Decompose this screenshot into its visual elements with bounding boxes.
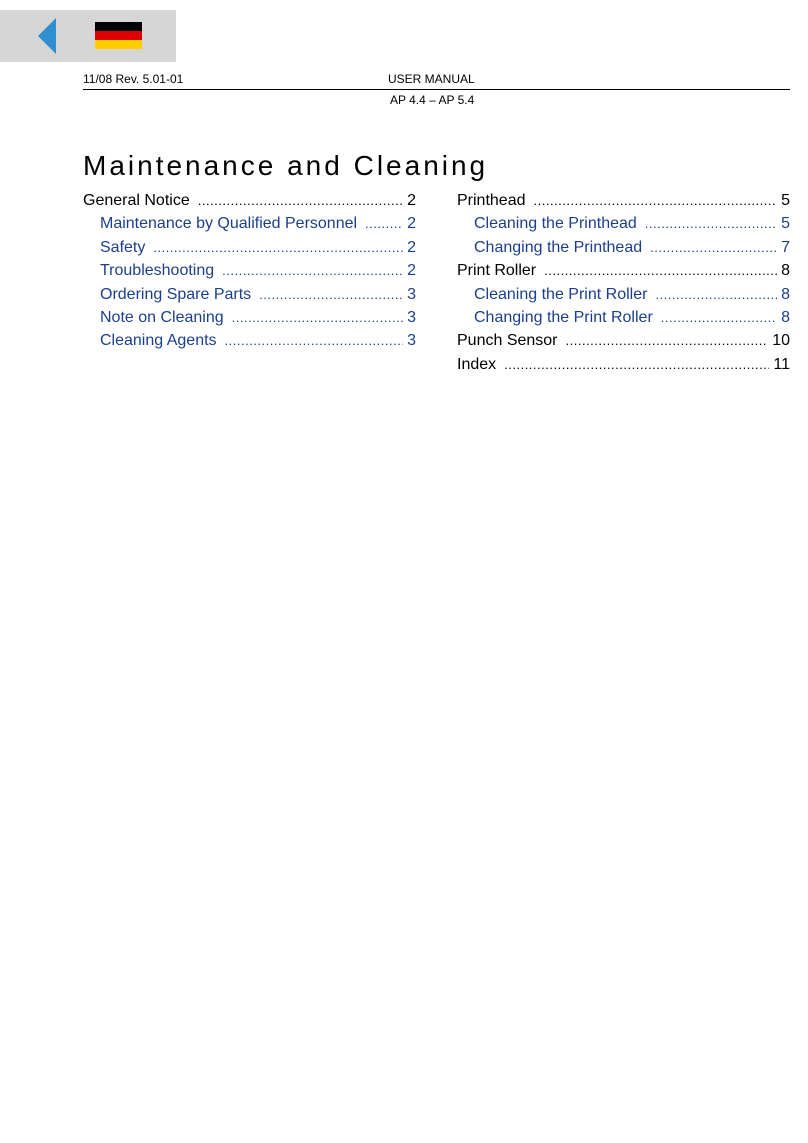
toc-entry-page: 10 <box>772 332 790 350</box>
toc-dot-leader <box>504 355 769 375</box>
toc-entry-label: Index <box>457 355 497 373</box>
toc-entry-page: 7 <box>781 238 790 256</box>
toc-dot-leader <box>645 214 777 234</box>
toc-entry-label: Print Roller <box>457 262 537 280</box>
toc-entry-index[interactable] <box>457 355 790 378</box>
toc-entry-changing-the-printhead[interactable] <box>457 238 790 261</box>
toc-entry-page: 2 <box>407 215 416 233</box>
toc-entry-label: Cleaning the Printhead <box>474 215 637 233</box>
toc-dot-leader <box>153 238 403 258</box>
toc-entry-label: Maintenance by Qualified Personnel <box>100 215 358 233</box>
page-title: Maintenance and Cleaning <box>83 150 489 181</box>
header-models: AP 4.4 – AP 5.4 <box>390 93 475 107</box>
toc-entry-label: Ordering Spare Parts <box>100 285 252 303</box>
toc-dot-leader <box>544 261 777 281</box>
back-arrow-icon[interactable] <box>38 18 56 54</box>
toc-entry-cleaning-the-printhead[interactable] <box>457 214 790 237</box>
toc-dot-leader <box>650 238 777 258</box>
toc-entry-troubleshooting[interactable] <box>83 261 416 284</box>
toc-entry-label: Troubleshooting <box>100 262 215 280</box>
toc-entry-page: 8 <box>781 285 790 303</box>
toc-entry-cleaning-agents[interactable] <box>83 331 416 354</box>
toc-entry-page: 3 <box>407 332 416 350</box>
toc-right-column <box>457 191 790 378</box>
toc-entry-page: 11 <box>773 355 790 373</box>
toc-entry-page: 8 <box>781 308 790 326</box>
toc-dot-leader <box>222 261 403 281</box>
toc-entry-punch-sensor[interactable] <box>457 331 790 354</box>
top-nav-bar <box>0 10 176 62</box>
toc-entry-label: Cleaning Agents <box>100 332 217 350</box>
toc-entry-label: Changing the Printhead <box>474 238 643 256</box>
toc-dot-leader <box>259 285 403 305</box>
toc-entry-maintenance-by-qualified-personnel[interactable] <box>83 214 416 237</box>
header-manual-label: USER MANUAL <box>388 72 475 86</box>
toc-entry-page: 2 <box>407 192 416 209</box>
header-divider <box>83 89 790 90</box>
toc-entry-changing-the-print-roller[interactable] <box>457 308 790 331</box>
toc-dot-leader <box>232 308 403 328</box>
toc-entry-label: Printhead <box>457 192 526 209</box>
toc-entry-page: 2 <box>407 262 416 280</box>
toc-entry-print-roller[interactable] <box>457 261 790 284</box>
toc-entry-page: 3 <box>407 285 416 303</box>
toc-entry-page: 3 <box>407 308 416 326</box>
toc-entry-page: 8 <box>781 262 790 280</box>
toc-entry-label: General Notice <box>83 192 190 209</box>
flag-stripe-red <box>95 31 142 40</box>
toc-dot-leader <box>661 308 777 328</box>
toc-entry-page: 2 <box>407 238 416 256</box>
toc-dot-leader <box>365 214 403 234</box>
toc-entry-general-notice[interactable] <box>83 191 416 214</box>
toc-dot-leader <box>225 331 404 351</box>
toc-entry-ordering-spare-parts[interactable] <box>83 285 416 308</box>
toc-entry-label: Changing the Print Roller <box>474 308 653 326</box>
flag-stripe-gold <box>95 40 142 49</box>
toc-entry-note-on-cleaning[interactable] <box>83 308 416 331</box>
flag-stripe-black <box>95 22 142 31</box>
toc-entry-label: Punch Sensor <box>457 332 558 350</box>
toc-left-column <box>83 191 416 355</box>
toc-entry-label: Note on Cleaning <box>100 308 224 326</box>
toc-entry-page: 5 <box>781 192 790 209</box>
toc-entry-cleaning-the-print-roller[interactable] <box>457 285 790 308</box>
toc-dot-leader <box>655 285 777 305</box>
toc-entry-label: Safety <box>100 238 146 256</box>
toc-entry-page: 5 <box>781 215 790 233</box>
header-revision: 11/08 Rev. 5.01-01 <box>83 72 184 86</box>
german-flag-icon[interactable] <box>95 22 142 49</box>
toc-dot-leader <box>566 331 769 351</box>
toc-dot-leader <box>198 191 403 211</box>
toc-entry-printhead[interactable] <box>457 191 790 214</box>
toc-dot-leader <box>534 191 778 211</box>
toc-entry-label: Cleaning the Print Roller <box>474 285 648 303</box>
toc-entry-safety[interactable] <box>83 238 416 261</box>
